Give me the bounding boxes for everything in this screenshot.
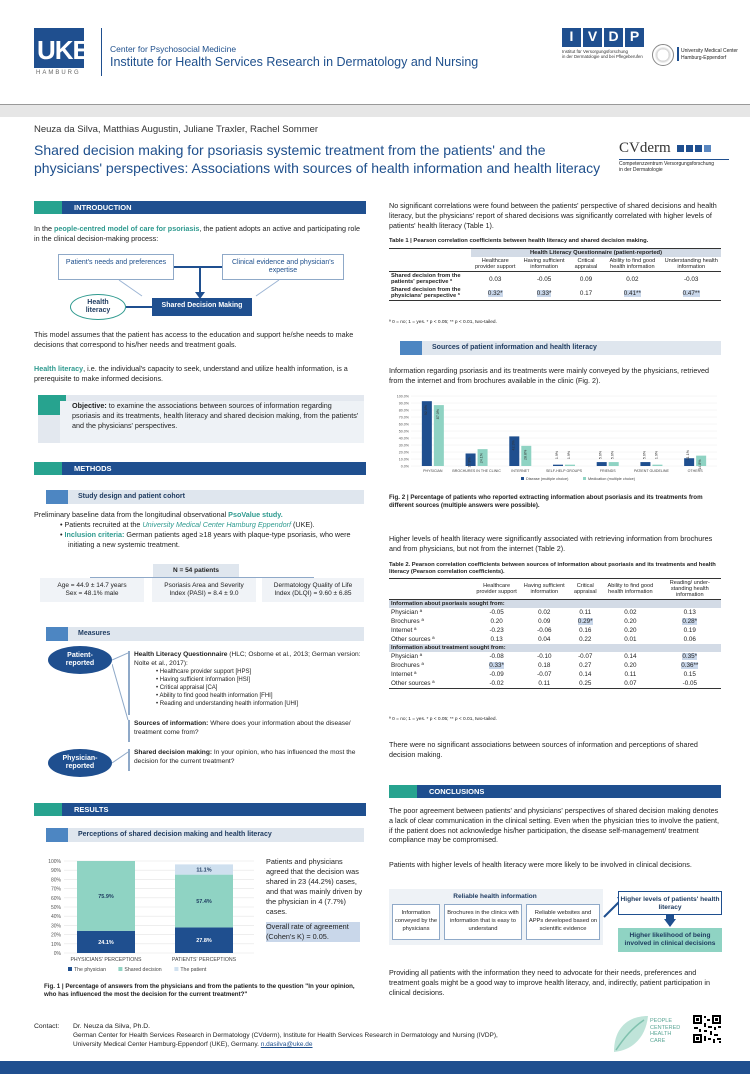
y-tick-label: 80% xyxy=(50,877,61,884)
results-sub2: Sources of patient information and health literacy xyxy=(400,341,721,355)
bar xyxy=(597,462,607,466)
y-tick-label: 50.0% xyxy=(398,429,409,434)
health-literacy-oval: Health literacy xyxy=(70,294,126,320)
x-tick-label: PATIENT GUIDELINE xyxy=(633,469,669,473)
bar xyxy=(652,465,662,466)
rhi-box-websites: Reliable websites and APPs developed based on scientific evidence xyxy=(526,904,600,940)
table-row: Physician ª -0.08 -0.10 -0.07 0.14 0.35* xyxy=(391,653,698,660)
fig2-caption: Fig. 2 | Percentage of patients who reported extracting information about psoriasis and its treatments from different sources (multiple answers were possible). xyxy=(389,494,703,509)
data-label: 17.9% xyxy=(467,457,472,468)
contact-line2: German Center for Health Services Research in Dermatology (CVderm), Institute for Health Services Research in Dermatology and Nursing (IVDP), xyxy=(73,1032,498,1039)
table1-title: Table 1 | Pearson correlation coefficients between health literacy and shared decision making. xyxy=(389,238,649,244)
y-tick-label: 30.0% xyxy=(398,443,409,448)
table-row: Brochures ª 0.20 0.09 0.29* 0.20 0.28* xyxy=(391,618,698,625)
methods-sub1: Study design and patient cohort xyxy=(46,490,364,504)
data-label: 5.6% xyxy=(642,450,647,460)
down-arrow-icon xyxy=(664,915,676,927)
intro-p1: In the people-centred model of care for psoriasis, the patient adopts an active and participating role in the clinical decision-making process: xyxy=(34,224,361,243)
center-name: Center for Psychosocial Medicine xyxy=(110,44,237,54)
data-label: 5.6% xyxy=(610,450,615,460)
y-tick-label: 40.0% xyxy=(398,436,409,441)
y-tick-label: 80.0% xyxy=(398,408,409,413)
methods-p1: Preliminary baseline data from the longitudinal observational PsoValue study. xyxy=(34,510,283,519)
uke-logo-text: UKE xyxy=(37,35,89,65)
table2: Healthcare provider support Having sufficient information Critical appraisal Ability to find good health information Reading/ under-standing health information Information about psoriasis sought from: Physician ª -0.05 0.02 0.11 0.02 0.13 Brochures ª 0.20 0.09 0.29* 0.20 0.28* Internet ª -0.23 -0.06 0.16 0.20 0.19 Other sources ª 0.13 0.04 0.22 0.01 0.06 Information about treatment sought from: Physician ª -0.08 -0.10 -0.07 0.14 0.35* Brochures ª 0.33* 0.18 0.27 0.20 0.36** Internet ª -0.09 -0.07 0.14 0.11 0.15 Other sources ª -0.02 0.11 0.25 0.07 -0.05 xyxy=(389,578,721,689)
email-link[interactable]: n.dasilva@uke.de xyxy=(260,1041,313,1048)
hlq-box: Health Literacy Questionnaire (HLC; Osborne et al., 2013; German version: Nolte et al., 2017): • Healthcare provider support [HPS] • Having sufficient information [HSI] • Critical appraisal [CA] • Ability to find good health information [FHI] • Reading and understanding health information [UHI] xyxy=(128,651,364,715)
data-label: 28.8% xyxy=(523,449,528,460)
contact-line3: University Medical Center Hamburg-Eppendorf (UKE), Germany. n.dasilva@uke.de xyxy=(73,1041,313,1048)
data-label: 14.8% xyxy=(698,459,703,470)
bar xyxy=(640,462,650,466)
evidence-box: Clinical evidence and physician's expertise xyxy=(222,254,344,280)
intro-p3: Health literacy, i.e. the individual's capacity to seek, understand and utilize health information, is a prerequisite to make informed decisions. xyxy=(34,364,348,383)
table-row: Shared decision from the patients' perspective ª 0.03 -0.05 0.09 0.02 -0.03 xyxy=(391,273,699,285)
x-tick-label: PHYSICIAN xyxy=(423,469,443,473)
header-divider xyxy=(101,28,102,76)
data-label: 1.9% xyxy=(654,450,659,460)
bar xyxy=(553,465,563,466)
intro-diagram xyxy=(34,252,364,322)
uke-logo xyxy=(34,28,102,76)
methods-bullet2: • Inclusion criteria: German patients aged ≥18 years with plaque-type psoriasis, who were initiating a new systemic treatment. xyxy=(60,530,351,549)
leaf-icon xyxy=(610,1012,650,1056)
n-box: N = 54 patients xyxy=(153,564,239,577)
table1: Health Literacy Questionnaire (patient-reported) Healthcare provider support Having sufficient information Critical appraisal Ability to find good health information Understanding health information Shared decision from the patients' perspective ª 0.03 -0.05 0.09 0.02 -0.03 Shared decision from the physicians' perspective ª 0.32* 0.33* 0.17 0.41** 0.47** xyxy=(389,248,721,301)
legend-label: Medication (multiple choice) xyxy=(588,477,636,481)
stat-dlqi-box: Dermatology Quality of Life Index (DLQI) = 9.60 ± 6.85 xyxy=(262,578,364,602)
data-label: 75.9% xyxy=(98,893,114,900)
outcome-involvement: Higher likelihood of being involved in clinical decisions xyxy=(618,928,722,952)
patient-reported-oval: Patient-reported xyxy=(48,646,112,674)
institute-name: Institute for Health Services Research in Dermatology and Nursing xyxy=(110,55,479,69)
methods-sub2: Measures xyxy=(46,627,364,641)
y-tick-label: 70.0% xyxy=(398,415,409,420)
ivdp-logo: I V D P Institut für Versorgungsforschung in der Dermatologie und bei Pflegeberufen xyxy=(562,28,643,59)
table-row: Other sources ª -0.02 0.11 0.25 0.07 -0.05 xyxy=(391,680,697,687)
data-label: 11.1% xyxy=(686,450,691,460)
seal-icon xyxy=(652,44,674,66)
legend-label: Shared decision xyxy=(124,967,162,973)
hlq-item: • Critical appraisal [CA] xyxy=(156,685,218,691)
contact-name: Dr. Neuza da Silva, Ph.D. xyxy=(73,1023,151,1030)
bar xyxy=(609,462,619,466)
table-row: Physician ª -0.05 0.02 0.11 0.02 0.13 xyxy=(391,609,696,616)
hlq-item: • Ability to find good health information [FHI] xyxy=(156,693,273,699)
stat-pasi-box: Psoriasis Area and Severity Index (PASI) = 8.4 ± 9.0 xyxy=(152,578,256,602)
legend-label: The patient xyxy=(180,967,207,973)
data-label: 24.1% xyxy=(98,939,114,946)
cvderm-logo: CVderm Competenzzentrum Versorgungsforschung in der Dermatologie xyxy=(619,140,729,173)
data-label: 24.1% xyxy=(479,453,484,464)
legend-label: The physician xyxy=(74,967,107,973)
intro-heading: INTRODUCTION xyxy=(34,201,366,214)
umc-line1: University Medical Center xyxy=(681,48,738,54)
table1-note: ª 0 = no; 1 = yes. * p < 0.05; ** p < 0.01, two-tailed. xyxy=(389,320,497,325)
y-tick-label: 40% xyxy=(50,914,61,921)
sources-box: Sources of information: Where does your information about the disease/ treatment come from? xyxy=(128,720,364,742)
legend-swatch xyxy=(521,477,524,480)
x-tick-label: PATIENTS' PERCEPTIONS xyxy=(171,957,237,963)
results-sub1: Perceptions of shared decision making and health literacy xyxy=(46,828,364,842)
legend-swatch xyxy=(174,967,178,971)
y-tick-label: 20.0% xyxy=(398,450,409,455)
conclusions-p1: The poor agreement between patients' and physicians' perspectives of shared decision making denotes a lack of clear communication in the clinical setting. Even when the physician tries to involve the patient, if the patient does not acknowledge his/her participation, the disease self-management/ treatment compliance may be compromised. xyxy=(389,806,720,845)
data-label: 42.3% xyxy=(511,440,516,451)
table2-paragraph: Higher levels of health literacy were significantly associated with retrieving information from brochures and from physicians, but not from the internet (Table 2). xyxy=(389,534,713,553)
umc-bar xyxy=(677,47,679,61)
y-tick-label: 60.0% xyxy=(398,422,409,427)
header-band xyxy=(0,105,750,117)
y-tick-label: 10.0% xyxy=(398,457,409,462)
authors: Neuza da Silva, Matthias Augustin, Juliane Traxler, Rachel Sommer xyxy=(34,124,319,135)
legend-swatch xyxy=(68,967,72,971)
rhi-box-brochures: Brochures in the clinics with information that is easy to understand xyxy=(444,904,522,940)
x-tick-label: BROCHURES IN THE CLINIC xyxy=(452,469,501,473)
x-tick-label: OTHERS xyxy=(687,469,703,473)
qr-code-icon xyxy=(692,1014,722,1044)
conclusions-heading: CONCLUSIONS xyxy=(389,785,721,798)
results-text2: Overall rate of agreement (Cohen's K) = 0.05. xyxy=(266,922,360,942)
y-tick-label: 90.0% xyxy=(398,401,409,406)
data-label: 92.6% xyxy=(423,405,428,416)
legend-swatch xyxy=(583,477,586,480)
needs-box: Patient's needs and preferences xyxy=(58,254,174,280)
y-tick-label: 30% xyxy=(50,923,61,930)
uke-logo-sub: HAMBURG xyxy=(36,70,81,76)
col2-intro: No significant correlations were found between the patients' perspective of shared decisions and health literacy, but the physicians' report of shared decisions was significantly correlated with higher levels of patients' health literacy (Table 1). xyxy=(389,201,717,230)
contact-label: Contact: xyxy=(34,1023,60,1030)
outcome-literacy: Higher levels of patients' health literacy xyxy=(618,891,722,915)
intro-p2: This model assumes that the patient has access to the education and support he/she needs to make decisions that correspond to his/her needs and treatment goals. xyxy=(34,330,354,349)
y-tick-label: 20% xyxy=(50,932,61,939)
data-label: 1.9% xyxy=(567,450,571,460)
legend-label: Disease (multiple choice) xyxy=(526,477,569,481)
rhi-title: Reliable health information xyxy=(453,893,537,900)
x-tick-label: SELF-HELP GROUPS xyxy=(545,469,583,473)
y-tick-label: 60% xyxy=(50,895,61,902)
table-row: Other sources ª 0.13 0.04 0.22 0.01 0.06 xyxy=(391,636,696,643)
hlq-item: • Healthcare provider support [HPS] xyxy=(156,669,252,675)
y-tick-label: 100.0% xyxy=(396,394,409,399)
table-row: Brochures ª 0.33* 0.18 0.27 0.20 0.36** xyxy=(391,662,699,669)
sdm-box: Shared Decision Making xyxy=(152,298,252,316)
rhi-box-physicians: Information conveyed by the physicians xyxy=(392,904,440,940)
conclusions-p3: Providing all patients with the information they need to advocate for their needs, preferences and treatment goals might be a good way to improve health literacy, and, indirectly, patient participation in clinical decisions. xyxy=(389,968,710,997)
hlq-item: • Reading and understanding health information [UHI] xyxy=(156,701,299,707)
data-label: 57.4% xyxy=(196,899,212,906)
footer-band xyxy=(0,1061,750,1074)
table-row: Shared decision from the physicians' perspective ª 0.32* 0.33* 0.17 0.41** 0.47** xyxy=(391,287,700,299)
table2-note: ª 0 = no; 1 = yes. * p < 0.05; ** p < 0.01, two-tailed. xyxy=(389,717,497,722)
x-tick-label: FRIENDS xyxy=(599,469,616,473)
data-label: 11.1% xyxy=(196,867,212,874)
physician-reported-oval: Physician-reported xyxy=(48,749,112,777)
fig1-chart xyxy=(34,855,262,975)
bar xyxy=(565,465,575,466)
legend-swatch xyxy=(118,967,122,971)
table2-title: Table 2. Pearson correlation coefficients between sources of information about psoriasis and its treatments and health literacy (Pearson correlation coefficients). xyxy=(389,562,716,575)
table-row: Internet ª -0.09 -0.07 0.14 0.11 0.15 xyxy=(391,671,696,678)
pcc-logo: PEOPLE CENTERED HEALTH CARE xyxy=(610,1012,688,1058)
poster-title: Shared decision making for psoriasis systemic treatment from the patients' and the physicians' perspectives: Associations with sources of health information and health literacy xyxy=(34,142,601,176)
data-label: 87.0% xyxy=(435,408,440,420)
data-label: 5.6% xyxy=(598,450,603,460)
objective-box: Objective: to examine the associations between sources of information regarding psoriasis and its treatments, health literacy and shared decision making, from the patients' and the physicians' perspectives. xyxy=(38,395,364,443)
y-tick-label: 70% xyxy=(50,886,61,893)
fig2-chart xyxy=(389,392,721,484)
y-tick-label: 50% xyxy=(50,905,61,911)
y-tick-label: 0% xyxy=(53,951,61,957)
y-tick-label: 0.0% xyxy=(400,464,409,469)
y-tick-label: 10% xyxy=(50,941,61,948)
y-tick-label: 100% xyxy=(48,859,61,865)
sources-paragraph: Information regarding psoriasis and its treatments were mainly conveyed by the physicians, retrieved from the internet and from brochures available in the clinic (Fig. 2). xyxy=(389,366,709,385)
results-text1: Patients and physicians agreed that the decision was shared in 23 (44.2%) cases, and that was mainly driven by the physician in 4 (7.7%) cases. xyxy=(266,857,363,916)
data-label: 1.9% xyxy=(555,450,559,460)
stat-age-box: Age = 44.9 ± 14.7 years Sex = 48.1% male xyxy=(40,578,144,602)
umc-line2: Hamburg-Eppendorf xyxy=(681,55,727,61)
y-tick-label: 90% xyxy=(50,868,61,875)
no-assoc-paragraph: There were no significant associations between sources of information and perceptions of shared decision making. xyxy=(389,740,698,759)
x-tick-label: PHYSICIANS' PERCEPTIONS xyxy=(70,957,142,963)
sdm-question-box: Shared decision making: In your opinion, who has influenced the most the decision for the current treatment? xyxy=(128,749,364,771)
conclusions-p2: Patients with higher levels of health literacy were more likely to be involved in clinical decisions. xyxy=(389,860,692,869)
fig1-caption: Fig. 1 | Percentage of answers from the physicians and from the patients to the question "In your opinion, who has influenced the most the decision for the current treatment?" xyxy=(44,983,355,998)
data-label: 27.8% xyxy=(196,938,212,945)
methods-bullet1: • Patients recruited at the University Medical Center Hamburg Eppendorf (UKE). xyxy=(60,520,315,529)
table-row: Internet ª -0.23 -0.06 0.16 0.20 0.19 xyxy=(391,627,696,634)
methods-heading: METHODS xyxy=(34,462,366,475)
x-tick-label: INTERNET xyxy=(511,469,530,473)
hlq-item: • Having sufficient information [HSI] xyxy=(156,677,251,683)
results-heading: RESULTS xyxy=(34,803,366,816)
